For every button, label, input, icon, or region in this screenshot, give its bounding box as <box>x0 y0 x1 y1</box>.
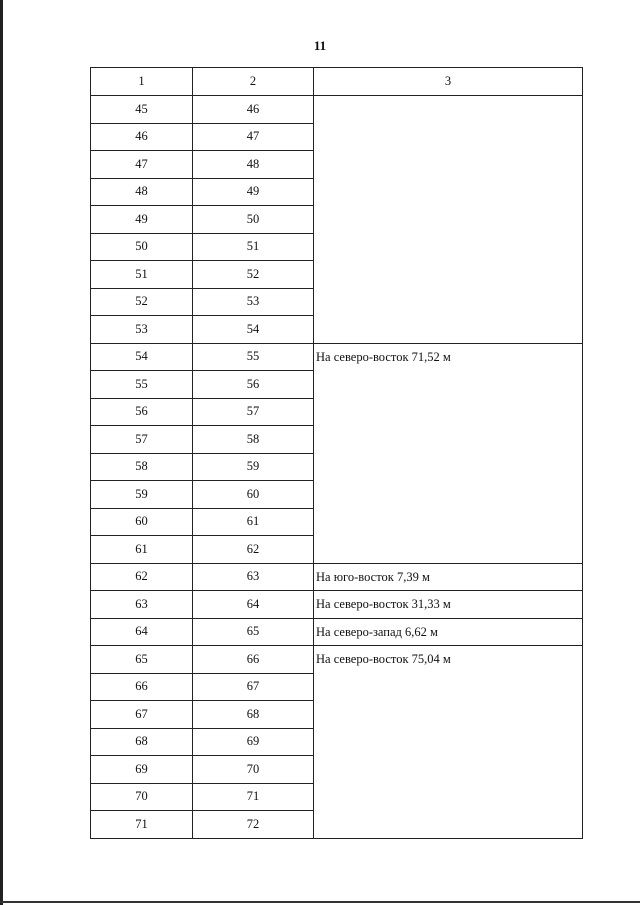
direction-text <box>316 96 582 102</box>
point-from-cell: 58 <box>91 453 193 481</box>
direction-text: На северо-восток 31,33 м <box>316 597 451 611</box>
point-to-cell: 51 <box>193 233 314 261</box>
point-from-cell: 50 <box>91 233 193 261</box>
point-to-cell: 57 <box>193 398 314 426</box>
column-header-2: 2 <box>193 68 314 96</box>
direction-text: На юго-восток 7,39 м <box>316 569 430 584</box>
direction-text: На северо-запад 6,62 м <box>316 624 438 639</box>
column-header-3: 3 <box>314 68 583 96</box>
point-from-cell: 46 <box>91 123 193 151</box>
table-header-row <box>91 68 583 96</box>
direction-cell <box>314 343 583 563</box>
column-header-1: 1 <box>91 68 193 96</box>
point-to-cell: 47 <box>193 123 314 151</box>
boundary-table <box>90 67 583 839</box>
point-to-cell: 72 <box>193 811 314 839</box>
point-to-cell: 67 <box>193 673 314 701</box>
table-row <box>91 646 583 674</box>
point-to-cell: 65 <box>193 618 314 646</box>
point-from-cell: 63 <box>91 591 193 619</box>
table-row <box>91 618 583 646</box>
point-from-cell: 51 <box>91 261 193 289</box>
point-to-cell: 46 <box>193 96 314 124</box>
scan-bottom-edge <box>0 901 640 903</box>
table-row <box>91 563 583 591</box>
direction-cell <box>314 563 583 591</box>
direction-text: На северо-восток 71,52 м <box>316 349 451 364</box>
point-from-cell: 45 <box>91 96 193 124</box>
point-to-cell: 56 <box>193 371 314 399</box>
point-from-cell: 70 <box>91 783 193 811</box>
point-to-cell: 70 <box>193 756 314 784</box>
point-from-cell: 56 <box>91 398 193 426</box>
point-from-cell: 62 <box>91 563 193 591</box>
point-from-cell: 61 <box>91 536 193 564</box>
point-to-cell: 50 <box>193 206 314 234</box>
point-from-cell: 59 <box>91 481 193 509</box>
point-to-cell: 59 <box>193 453 314 481</box>
point-to-cell: 64 <box>193 591 314 619</box>
point-from-cell: 48 <box>91 178 193 206</box>
direction-cell <box>314 96 583 344</box>
point-from-cell: 49 <box>91 206 193 234</box>
point-from-cell: 54 <box>91 343 193 371</box>
point-to-cell: 68 <box>193 701 314 729</box>
table-row <box>91 96 583 124</box>
point-from-cell: 65 <box>91 646 193 674</box>
direction-cell <box>314 591 583 619</box>
point-to-cell: 54 <box>193 316 314 344</box>
point-to-cell: 49 <box>193 178 314 206</box>
table-row <box>91 343 583 371</box>
point-to-cell: 60 <box>193 481 314 509</box>
direction-cell <box>314 646 583 839</box>
point-from-cell: 69 <box>91 756 193 784</box>
point-from-cell: 64 <box>91 618 193 646</box>
page-number: 11 <box>313 38 327 53</box>
point-to-cell: 69 <box>193 728 314 756</box>
point-to-cell: 58 <box>193 426 314 454</box>
point-from-cell: 52 <box>91 288 193 316</box>
point-to-cell: 62 <box>193 536 314 564</box>
point-from-cell: 60 <box>91 508 193 536</box>
point-to-cell: 63 <box>193 563 314 591</box>
point-to-cell: 55 <box>193 343 314 371</box>
table-body <box>91 96 583 839</box>
point-from-cell: 47 <box>91 151 193 179</box>
scan-left-edge <box>0 0 3 905</box>
point-from-cell: 55 <box>91 371 193 399</box>
point-from-cell: 57 <box>91 426 193 454</box>
point-to-cell: 66 <box>193 646 314 674</box>
point-to-cell: 48 <box>193 151 314 179</box>
point-to-cell: 53 <box>193 288 314 316</box>
point-from-cell: 68 <box>91 728 193 756</box>
point-from-cell: 66 <box>91 673 193 701</box>
table-row <box>91 591 583 619</box>
point-from-cell: 53 <box>91 316 193 344</box>
point-from-cell: 67 <box>91 701 193 729</box>
direction-text: На северо-восток 75,04 м <box>316 652 451 666</box>
point-from-cell: 71 <box>91 811 193 839</box>
point-to-cell: 71 <box>193 783 314 811</box>
point-to-cell: 52 <box>193 261 314 289</box>
direction-cell <box>314 618 583 646</box>
point-to-cell: 61 <box>193 508 314 536</box>
